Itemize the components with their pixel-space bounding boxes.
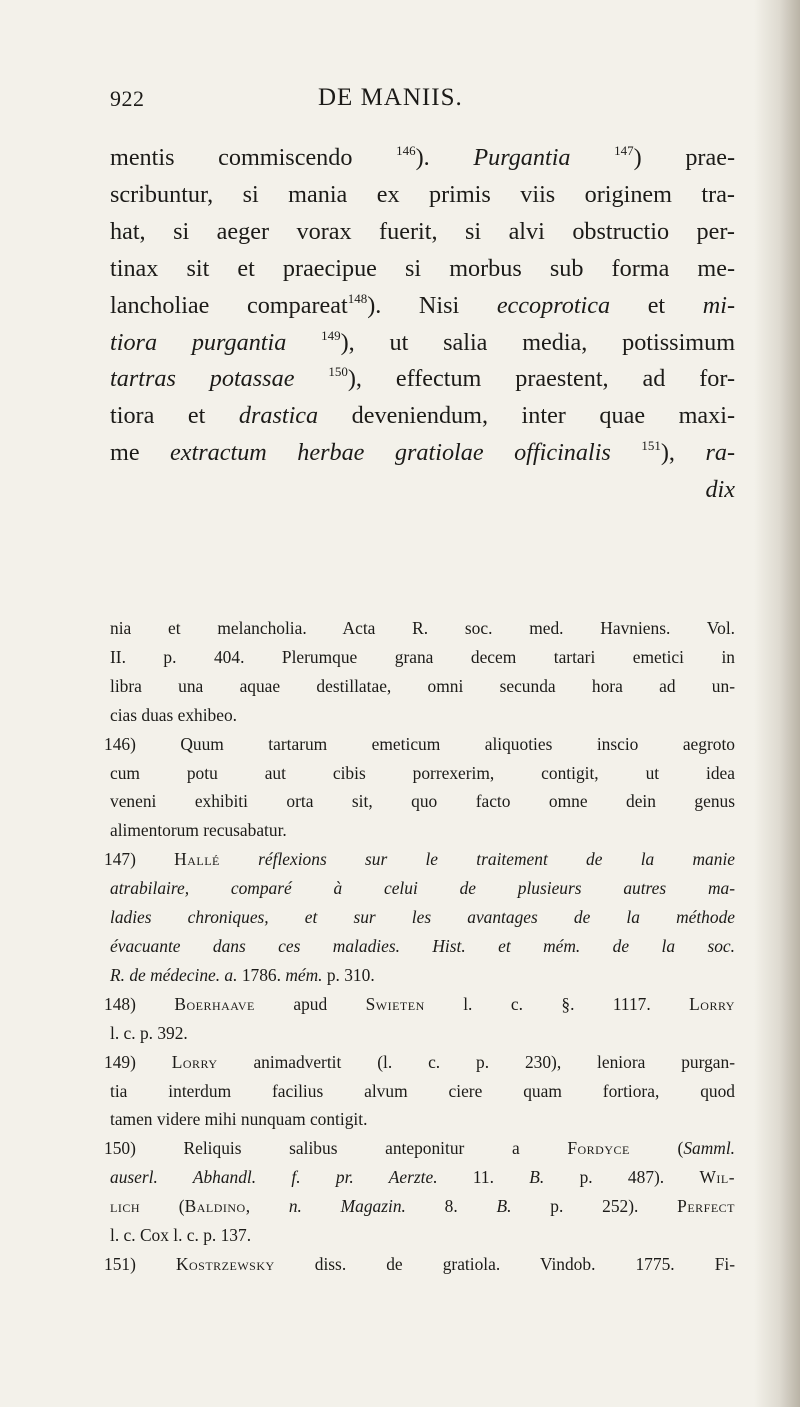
running-title: DE MANIIS.	[318, 84, 463, 111]
text-line: mentis commiscendo $^{146}$). Purgantia $^{147}$) prae-	[110, 143, 736, 171]
footnote-151: 151) Kostrzewsky diss. de gratiola. Vindob. 1775. Fi-	[104, 1253, 735, 1274]
page-header	[0, 86, 800, 126]
footnote-line: auserl. Abhandl. f. pr. Aerzte. 11. B. p. 487). Wil-	[110, 1167, 736, 1188]
text-line: lancholiae compareat$^{148}$). Nisi eccoprotica et mi-	[110, 290, 735, 319]
catchword: dix	[705, 476, 735, 504]
footnote-line: ladies chroniques, et sur les avantages de la méthode	[110, 907, 735, 928]
footnote-line: l. c. p. 392.	[110, 1022, 188, 1043]
page-edge-shadow	[754, 0, 800, 1407]
text-line: tartras potassae $^{150}$), effectum praestent, ad for-	[110, 364, 736, 393]
footnote-148: 148) Boerhaave apud Swieten l. c. §. 1117. Lorry	[104, 993, 735, 1014]
footnote-line: libra una aquae destillatae, omni secunda hora ad un-	[110, 675, 735, 696]
text-line: scribuntur, si mania ex primis viis originem tra-	[110, 180, 735, 208]
footnote-line: nia et melancholia. Acta R. soc. med. Havniens. Vol.	[110, 618, 735, 638]
footnotes	[104, 614, 736, 1279]
text-line: tiora et drastica deveniendum, inter quae maxi-	[110, 402, 735, 430]
text-line: tiora purgantia $^{149}$), ut salia media, potissimum	[110, 327, 736, 356]
footnote-149: 149) Lorry animadvertit (l. c. p. 230), leniora purgan-	[104, 1051, 735, 1072]
footnote-line: cias duas exhibeo.	[110, 704, 238, 725]
main-paragraph	[110, 140, 735, 509]
footnote-line: II. p. 404. Plerumque grana decem tartari emetici in	[110, 646, 735, 667]
text-line: me extractum herbae gratiolae officinalis $^{151}$), ra-	[110, 438, 735, 467]
footnote-line: l. c. Cox l. c. p. 137.	[110, 1225, 252, 1246]
text-line: hat, si aeger vorax fuerit, si alvi obstructio per-	[110, 217, 735, 245]
footnote-line: atrabilaire, comparé à celui de plusieurs autres ma-	[110, 878, 735, 899]
text-line: tinax sit et praecipue si morbus sub forma me-	[110, 254, 735, 282]
page-number: 922	[110, 86, 145, 111]
footnote-line: cum potu aut cibis porrexerim, contigit, ut idea	[110, 762, 735, 783]
footnote-150: 150) Reliquis salibus anteponitur a Fordyce (Samml.	[104, 1138, 736, 1159]
footnote-146: 146) Quum tartarum emeticum aliquoties inscio aegroto	[104, 733, 735, 754]
footnote-line: veneni exhibiti orta sit, quo facto omne dein genus	[110, 791, 735, 812]
footnote-line: tamen videre mihi nunquam contigit.	[110, 1109, 368, 1130]
footnote-147: 147) Hallé réflexions sur le traitement de la manie	[104, 849, 736, 870]
footnote-line: évacuante dans ces maladies. Hist. et mém. de la soc.	[110, 935, 735, 956]
footnote-line: lich (Baldino, n. Magazin. 8. B. p. 252). Perfect	[110, 1196, 736, 1217]
footnote-line: alimentorum recusabatur.	[110, 820, 287, 841]
footnote-line: R. de médecine. a. 1786. mém. p. 310.	[110, 964, 375, 985]
footnote-line: tia interdum facilius alvum ciere quam fortiora, quod	[110, 1080, 735, 1101]
